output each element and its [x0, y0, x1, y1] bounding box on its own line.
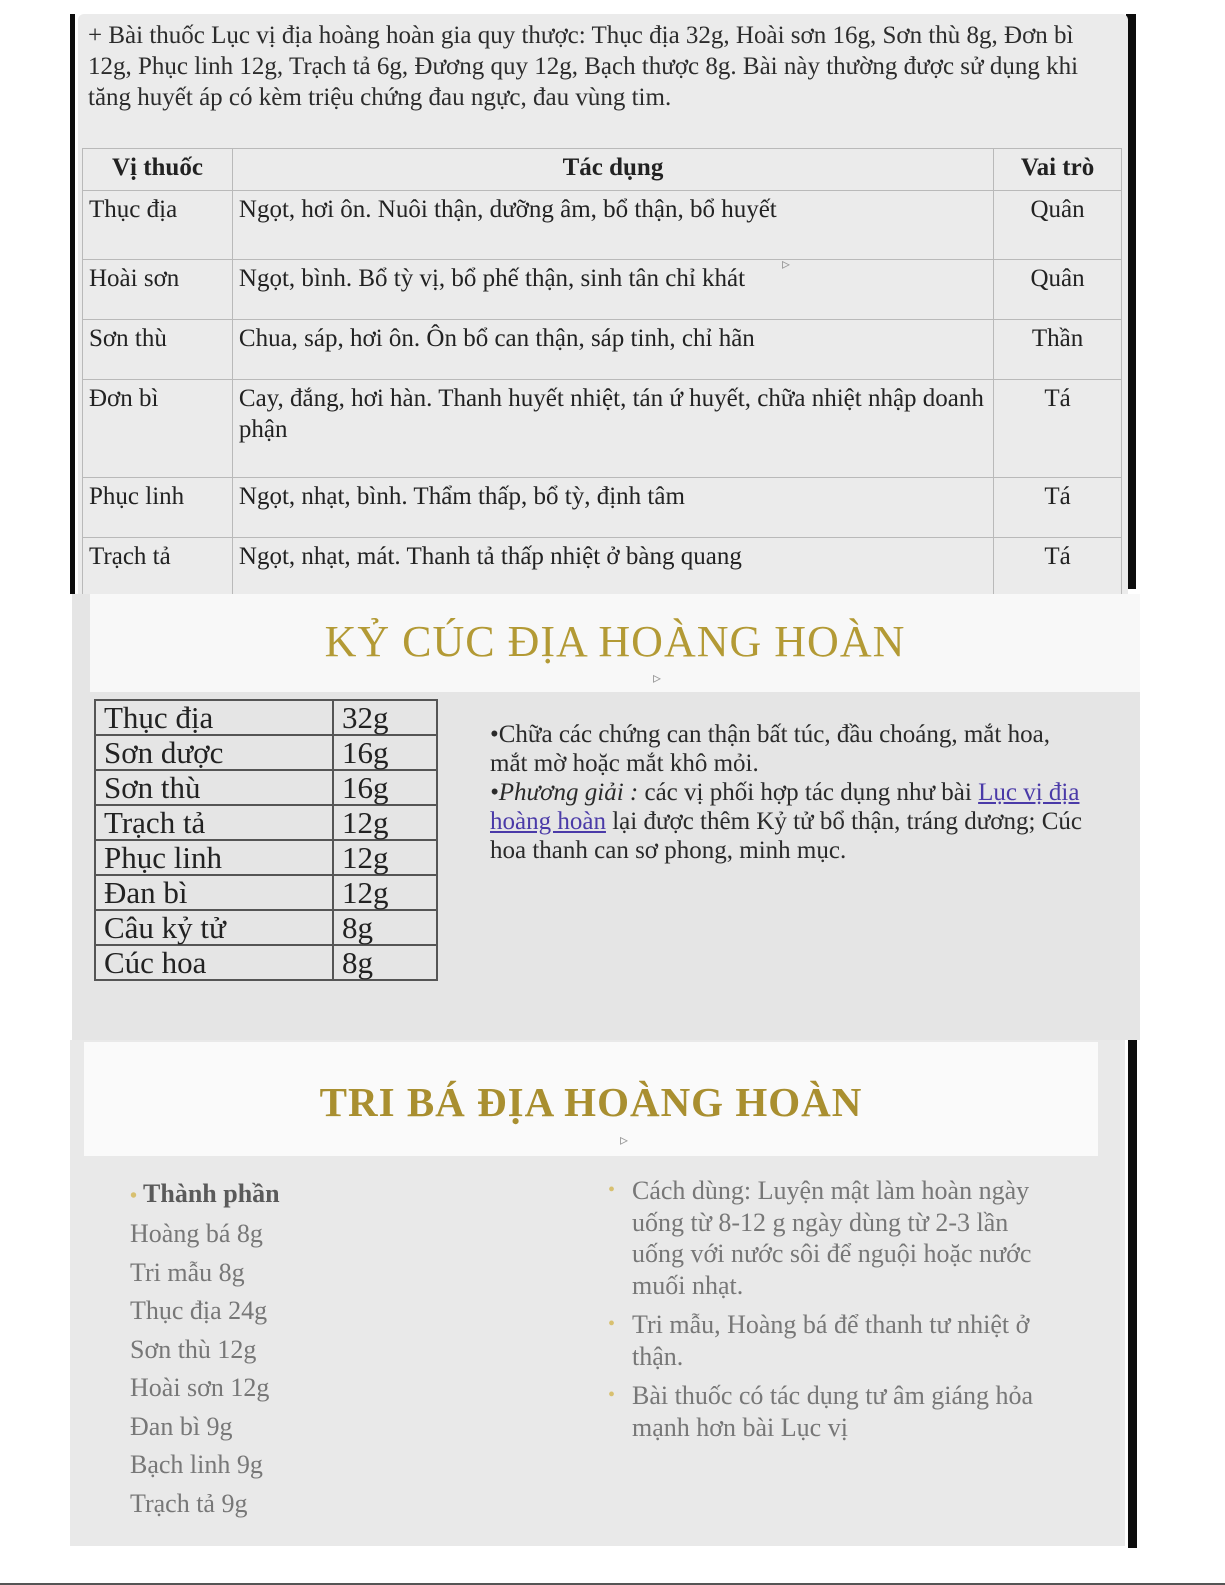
bullet-dot-icon: • [130, 1185, 138, 1207]
effect-cell: Cay, đắng, hơi hàn. Thanh huyết nhiệt, tán ứ huyết, chữa nhiệt nhập doanh phận [232, 380, 993, 478]
ingredient-name: Sơn thù [95, 770, 333, 805]
note-item [600, 1380, 1050, 1443]
herb-cell: Thục địa [83, 191, 233, 260]
explanation-text-pre: các vị phối hợp tác dụng như bài [638, 779, 979, 806]
ingredient-dose: 32g [333, 700, 437, 735]
table-row [95, 945, 437, 980]
role-cell: Quân [994, 260, 1122, 320]
ingredient-dose: 12g [333, 805, 437, 840]
ingredient-name: Sơn dược [95, 735, 333, 770]
list-item: Hoàng bá 8g [130, 1219, 263, 1248]
note-text: Cách dùng: Luyện mật làm hoàn ngày uống từ 8-12 g ngày dùng từ 2-3 lần uống với nước sôi để nguội hoặc nước muối nhạt. [632, 1176, 1032, 1300]
effect-cell: Ngọt, hơi ôn. Nuôi thận, dưỡng âm, bổ thận, bổ huyết [232, 191, 993, 260]
header-role: Vai trò [994, 149, 1122, 191]
herb-role-section [78, 14, 1128, 594]
tri-ba-ingredients [130, 1175, 570, 1523]
role-cell: Tá [994, 478, 1122, 538]
herb-cell: Trạch tả [83, 538, 233, 595]
explanation-label: •Phương giải : [490, 779, 639, 806]
note-text: Tri mẫu, Hoàng bá để thanh tư nhiệt ở thận. [632, 1310, 1030, 1371]
mouse-cursor-icon: ▹ [620, 1130, 629, 1149]
list-item: Trạch tả 9g [130, 1488, 248, 1518]
note-item [600, 1175, 1050, 1301]
intro-paragraph: + Bài thuốc Lục vị địa hoàng hoàn gia quy thược: Thục địa 32g, Hoài sơn 16g, Sơn thù 8g, Đơn bì 12g, Phục linh 12g, Trạch tả 6g, Đương quy 12g, Bạch thược 8g. Bài này thường được sử dụng khi tăng huyết áp có kèm triệu chứng đau ngực, đau vùng tim. [88, 22, 1079, 111]
effect-cell: Ngọt, nhạt, bình. Thẩm thấp, bổ tỳ, định tâm [232, 478, 993, 538]
mouse-cursor-icon: ▹ [782, 254, 791, 273]
ingredient-name: Trạch tả [95, 805, 333, 840]
table-row [95, 875, 437, 910]
herb-cell: Phục linh [83, 478, 233, 538]
table-row [95, 770, 437, 805]
ky-cuc-description [490, 720, 1090, 865]
table-row [83, 538, 1122, 595]
ingredient-dose: 8g [333, 945, 437, 980]
herb-role-table [82, 148, 1122, 594]
table-header-row [83, 149, 1122, 191]
effect-cell: Ngọt, bình. Bổ tỳ vị, bổ phế thận, sinh tân chỉ khát [232, 260, 993, 320]
ky-cuc-section [72, 594, 1140, 1040]
herb-cell: Hoài sơn [83, 260, 233, 320]
ingredient-dose: 8g [333, 910, 437, 945]
table-row [83, 380, 1122, 478]
ingredient-dose: 16g [333, 770, 437, 805]
table-row [83, 320, 1122, 380]
explanation-bullet [490, 778, 1090, 865]
ingredients-heading [130, 1175, 570, 1215]
luc-vi-link[interactable]: Lục vị địa hoàng hoàn [490, 779, 1080, 835]
herb-cell: Sơn thù [83, 320, 233, 380]
role-cell: Tá [994, 538, 1122, 595]
list-item: Tri mẫu 8g [130, 1257, 245, 1287]
bullet-dot-icon: • [608, 1313, 616, 1335]
indication-bullet: •Chữa các chứng can thận bất túc, đầu choáng, mắt hoa, mắt mờ hoặc mắt khô mỏi. [490, 721, 1050, 777]
tri-ba-notes [600, 1175, 1050, 1451]
mouse-cursor-icon: ▹ [653, 668, 662, 687]
ky-cuc-title: KỶ CÚC ĐỊA HOÀNG HOÀN [324, 617, 906, 666]
list-item: Thục địa 24g [130, 1296, 268, 1325]
header-effect: Tác dụng [232, 149, 993, 191]
ky-cuc-ingredient-table [94, 699, 438, 981]
left-border-bar [70, 14, 75, 594]
role-cell: Thần [994, 320, 1122, 380]
ingredients-heading-text: Thành phần [143, 1179, 280, 1208]
ingredient-dose: 16g [333, 735, 437, 770]
ingredient-dose: 12g [333, 840, 437, 875]
explanation-text-post: lại được thêm Kỷ tử bổ thận, tráng dương; Cúc hoa thanh can sơ phong, minh mục. [490, 808, 1082, 864]
table-row [95, 735, 437, 770]
right-border-bar-lower [1128, 1040, 1137, 1548]
note-text: Bài thuốc có tác dụng tư âm giáng hỏa mạnh hơn bài Lục vị [632, 1381, 1034, 1442]
table-row [95, 840, 437, 875]
bullet-dot-icon: • [608, 1179, 616, 1201]
effect-cell: Ngọt, nhạt, mát. Thanh tả thấp nhiệt ở bàng quang [232, 538, 993, 595]
tri-ba-title: TRI BÁ ĐỊA HOÀNG HOÀN [319, 1079, 863, 1125]
table-row [95, 805, 437, 840]
ingredient-name: Câu kỷ tử [95, 910, 333, 945]
table-row [83, 478, 1122, 538]
list-item: Hoài sơn 12g [130, 1373, 270, 1402]
bullet-dot-icon: • [608, 1384, 616, 1406]
herb-cell: Đơn bì [83, 380, 233, 478]
table-row [95, 910, 437, 945]
ingredient-name: Thục địa [95, 700, 333, 735]
effect-cell: Chua, sáp, hơi ôn. Ôn bổ can thận, sáp tinh, chỉ hãn [232, 320, 993, 380]
ingredient-name: Phục linh [95, 840, 333, 875]
tri-ba-section [70, 1040, 1125, 1546]
table-row [83, 191, 1122, 260]
ky-cuc-title-bar [90, 594, 1140, 692]
list-item: Đan bì 9g [130, 1411, 233, 1441]
role-cell: Quân [994, 191, 1122, 260]
tri-ba-title-bar [84, 1042, 1098, 1156]
header-herb: Vị thuốc [83, 149, 233, 191]
table-row [95, 700, 437, 735]
ingredient-name: Đan bì [95, 875, 333, 910]
ingredient-name: Cúc hoa [95, 945, 333, 980]
list-item: Bạch linh 9g [130, 1450, 263, 1479]
note-item [600, 1309, 1050, 1372]
ingredient-dose: 12g [333, 875, 437, 910]
list-item: Sơn thù 12g [130, 1334, 257, 1364]
role-cell: Tá [994, 380, 1122, 478]
table-row [83, 260, 1122, 320]
